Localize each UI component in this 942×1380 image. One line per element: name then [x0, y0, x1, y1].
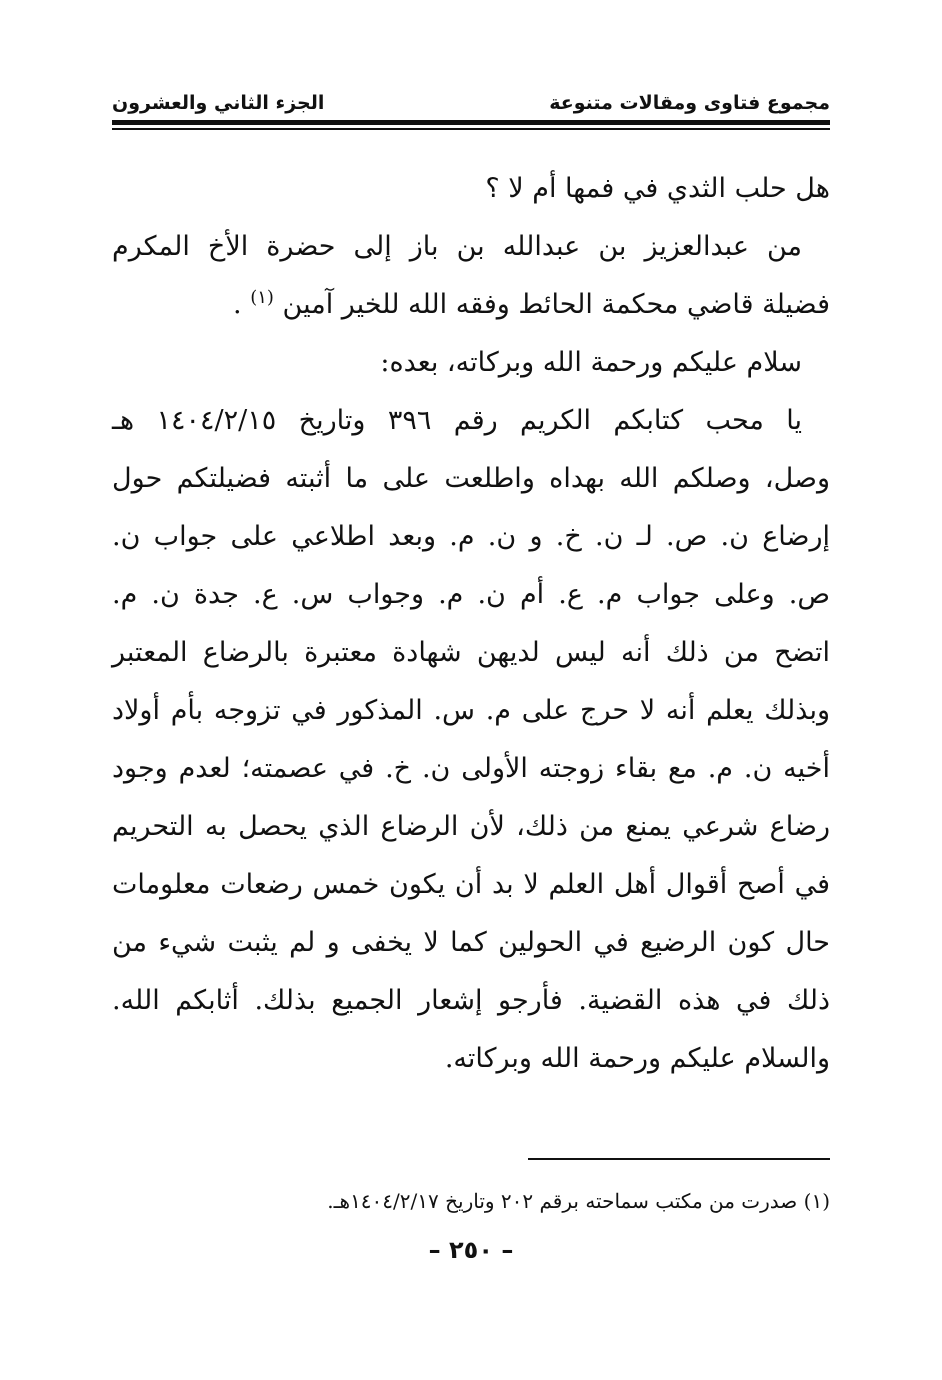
paragraph-line: أخيه ن. م. مع بقاء زوجته الأولى ن. خ. في عصمته؛ لعدم وجود — [112, 753, 830, 784]
footnote: (١) صدرت من مكتب سماحته برقم ٢٠٢ وتاريخ ١٤٠٤/٢/١٧هـ. — [327, 1189, 830, 1213]
closing-line: والسلام عليكم ورحمة الله وبركاته. — [444, 1043, 830, 1074]
paragraph-line: اتضح من ذلك أنه ليس لديهن شهادة معتبرة بالرضاع المعتبر — [112, 637, 830, 668]
question-line: هل حلب الثدي في فمها أم لا ؟ — [485, 173, 830, 204]
paragraph-line: يا محب كتابكم الكريم رقم ٣٩٦ وتاريخ ١٤٠٤/٢/١٥ هـ — [112, 405, 802, 436]
paragraph-line: في أصح أقوال أهل العلم لا بد أن يكون خمس رضعات معلومات — [112, 869, 830, 900]
book-title: مجموع فتاوى ومقالات متنوعة — [549, 92, 830, 114]
addressee-end: . — [233, 289, 242, 320]
addressee-text: فضيلة قاضي محكمة الحائط وفقه الله للخير آمين — [282, 289, 830, 320]
paragraph-line: حال كون الرضيع في الحولين كما لا يخفى و لم يثبت شيء من — [112, 927, 830, 958]
volume-label: الجزء الثاني والعشرون — [112, 92, 325, 114]
header-rule — [112, 120, 830, 125]
greeting-line: سلام عليكم ورحمة الله وبركاته، بعده: — [380, 347, 802, 378]
footnote-marker: (١) — [250, 287, 274, 308]
paragraph-line: إرضاع ن. ص. لـ ن. خ. و ن. م. وبعد اطلاعي على جواب ن. — [112, 521, 830, 552]
body-text — [112, 160, 830, 1088]
paragraph-line: ص. وعلى جواب م. ع. أم ن. م. وجواب س. ع. جدة ن. م. — [112, 579, 830, 610]
running-header — [112, 84, 830, 114]
from-line: من عبدالعزيز بن عبدالله بن باز إلى حضرة الأخ المكرم — [112, 231, 802, 262]
page-number: – ٢٥٠ – — [428, 1236, 514, 1264]
paragraph-line: وبذلك يعلم أنه لا حرج على م. س. المذكور في تزوجه بأم أولاد — [112, 695, 830, 726]
addressee-line — [112, 276, 830, 334]
paragraph-line: وصل، وصلكم الله بهداه واطلعت على ما أثبته فضيلتكم حول — [112, 463, 830, 494]
footnote-divider — [528, 1158, 830, 1160]
paragraph-line: ذلك في هذه القضية. فأرجو إشعار الجميع بذلك. أثابكم الله. — [112, 985, 830, 1016]
header-rule-thin — [112, 128, 830, 130]
paragraph-line: رضاع شرعي يمنع من ذلك، لأن الرضاع الذي يحصل به التحريم — [112, 811, 830, 842]
